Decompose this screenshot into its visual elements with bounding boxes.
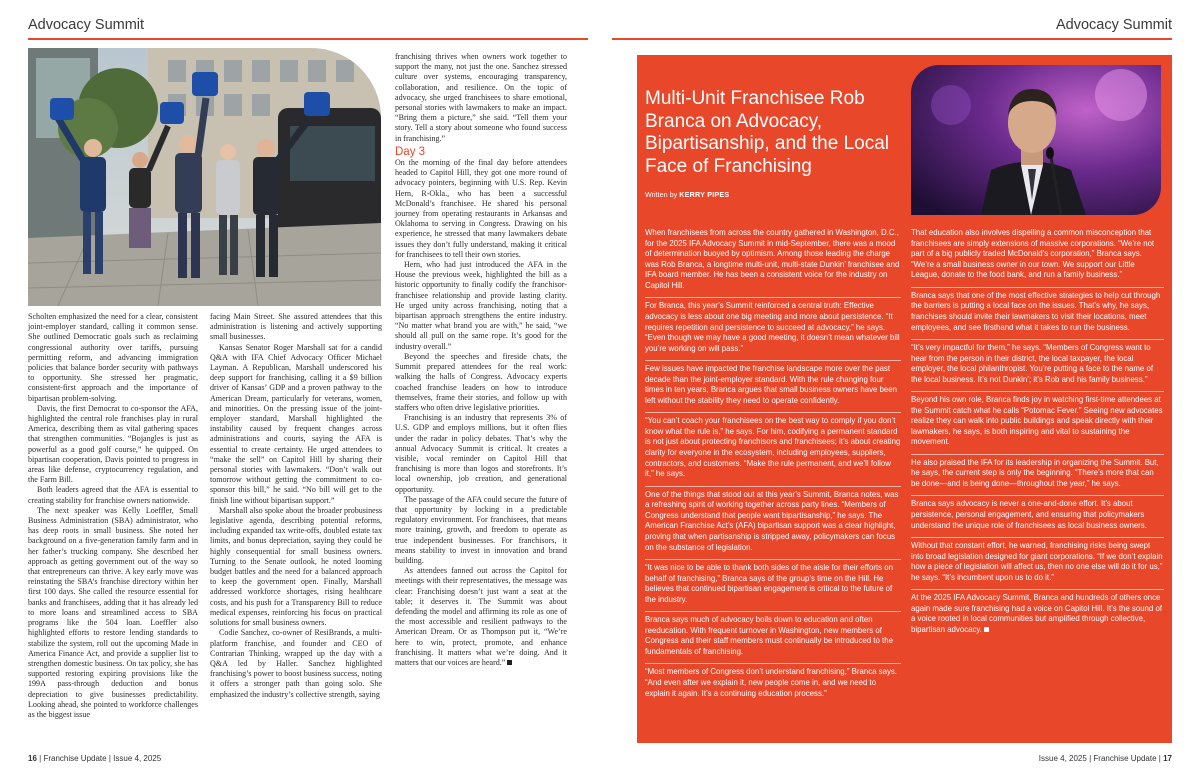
sidebar-article-title: Multi-Unit Franchisee Rob Branca on Advocacy, Bipartisanship, and the Local Face of Franchising	[645, 88, 889, 177]
divider	[911, 391, 1164, 392]
divider	[911, 495, 1164, 496]
paragraph: The passage of the AFA could secure the future of that opportunity by locking in a predictable regulatory environment. For franchisees, that means more training, growth, and freedom to operate as true independent businesses. For franchisors, it means stability to invest in innovation and brand building.	[395, 494, 567, 565]
publication-name: Franchise Update	[1093, 754, 1157, 763]
paragraph: Codie Sanchez, co-owner of ResiBrands, a multi-platform franchise, and founder and CEO of Contrarian Thinking, wrapped up the day with a Q&A led by Haller. Sanchez highlighted franchising’s power to boost business success, noting it offers a stronger path than going solo. She emphasized the industry’s collective strength, saying	[210, 628, 382, 699]
byline-prefix: Written by	[645, 190, 678, 199]
divider	[911, 287, 1164, 288]
paragraph-text: At the 2025 IFA Advocacy Summit, Branca and hundreds of others once again made sure franchising had a voice on Capitol Hill. It’s the sound of a voice rooted in local communities but amplified through collective, bipartisan advocacy.	[911, 593, 1163, 634]
left-header-rule	[28, 38, 588, 40]
paragraph: Beyond his own role, Branca finds joy in watching first-time attendees at the Summit catch what he calls “Potomac Fever.” Seeing new advocates realize they can walk into public buildings and speak directly with their lawmakers, he says, is both inspiring and vital to sustaining the movement.	[911, 395, 1163, 447]
paragraph: Franchising is an industry that represents 3% of U.S. GDP and employs millions, but it often flies under the radar in policy debates. That’s why the annual Advocacy Summit is critical. It creates a visible, vocal reminder on Capitol Hill that franchising is more than logos and storefronts. It’s local ownership, job creation, and generational opportunity.	[395, 413, 567, 494]
paragraph: Branca says much of advocacy boils down to education and often reeducation. With frequent turnover in Washington, new members of Congress and their staff members must continually be introduced to the fundamentals of franchising.	[645, 615, 893, 656]
paragraph	[395, 566, 567, 668]
page-number: 17	[1163, 754, 1172, 763]
divider	[911, 454, 1164, 455]
divider	[645, 611, 901, 612]
divider	[645, 559, 901, 560]
paragraph: One of the things that stood out at this year’s Summit, Branca notes, was a refreshing spirit of working together across party lines. “Members of Congress understand that people want bipartisanship,” he says. The American Franchise Act’s (AFA) bipartisan support was a clear highlight, proving that when partisanship is stripped away, policymakers can focus on the substance of legislation.	[645, 489, 899, 552]
paragraph: Scholten emphasized the need for a clear, consistent joint-employer standard, calling it common sense. She outlined Democratic goals such as reclaiming congressional authority over tariffs, pursuing permitting reform, and advancing immigration policies that balance border security with pathways to opportunity. She stressed her pragmatic, consistent-first approach and the importance of bipartisan problem-solving.	[28, 312, 198, 403]
left-article-column-3	[395, 52, 567, 668]
left-article-column-2	[210, 312, 382, 700]
paragraph: Hern, who had just introduced the AFA in the House the previous week, highlighted the bill as a historic opportunity to finally codify the franchisor-franchisee relationship and provide lasting clarity. He urged unity across franchising, noting that a bipartisan approach strengthens the entire industry. “No matter what brand you are with,” he said, “we should all pull on the same rope. It’s good for the industry overall.”	[395, 260, 567, 351]
paragraph: Davis, the first Democrat to co-sponsor the AFA, highlighted the central role franchises play in rural America, describing them as vital gathering spaces that strengthen communities. “Bojangles is just as powerful as a good golf course,” he quipped. On bipartisan cooperation, Davis pointed to progress in areas like defense, cryptocurrency regulation, and the Farm Bill.	[28, 403, 198, 485]
divider	[911, 339, 1164, 340]
left-section-header: Advocacy Summit	[28, 17, 145, 33]
paragraph: That education also involves dispelling a common misconception that franchisees are simply extensions of massive corporations. “We’re not part of a big publicly traded McDonald’s corporation,” Branca says. “We’re a small business owner in our town. We support our Little League, donate to the food bank, and run a family business.”	[911, 228, 1155, 280]
divider	[911, 537, 1164, 538]
divider	[645, 360, 901, 361]
sidebar-column-2	[911, 228, 1164, 641]
paragraph: “It’s very impactful for them,” he says. “Members of Congress want to hear from the person in their district, the local taxpayer, the local employer, the local philanthropist. You’re putting a face to the name of the local business. It’s not Dunkin’; it’s Rob and his family business.”	[911, 342, 1154, 384]
paragraph: Both leaders agreed that the AFA is essential to creating stability for franchise owners nationwide.	[28, 485, 198, 505]
publication-name: Franchise Update	[43, 754, 107, 763]
divider	[645, 663, 901, 664]
paragraph: “Most members of Congress don’t understand franchising,” Branca says. “And even after we explain it, new people come in, and we need to explain it again. It’s a continuing education process.”	[645, 667, 897, 698]
issue-label: Issue 4, 2025	[1038, 754, 1087, 763]
folio-separator: |	[1158, 754, 1164, 763]
paragraph: On the morning of the final day before attendees headed to Capitol Hill, they got one more round of advocacy pointers, beginning with U.S. Rep. Kevin Hern, R-Okla., who has been a successful McDonald’s franchisee. He shared his personal journey from operating restaurants in Arkansas and Oklahoma to serving in Congress. Drawing on his experience, he stressed that many lawmakers debate issues they don’t fully understand, making it critical for franchisees to tell their own stories.	[395, 158, 567, 259]
byline	[645, 190, 729, 199]
paragraph: Without that constant effort, he warned, franchising risks being swept into broad legislation designed for giant corporations. “If we don’t explain how a piece of legislation will affect us, then no one else will do it for us,” he says. “It’s incumbent upon us to do it.”	[911, 541, 1163, 582]
folio-separator: |	[1089, 754, 1094, 763]
right-header-rule	[612, 38, 1172, 40]
paragraph: Kansas Senator Roger Marshall sat for a candid Q&A with IFA Chief Advocacy Officer Michael Layman. A Republican, Marshall underscored his deep support for franchising, calling it a $9 billion driver of Kansas’ GDP and a proven pathway to the American Dream, particularly for veterans, women, and minorities. On the pressing issue of the joint-employer standard, Marshall highlighted the instability caused by frequent changes across administrations and courts, saying the AFA is essential to create certainty. He urged attendees to “make the sell” on Capitol Hill by sharing their personal stories with lawmakers. “Don’t walk out tomorrow without getting the commitment to co-sponsor this bill,” he said. “No bill will get to the finish line without bipartisan support.”	[210, 342, 382, 505]
paragraph-text: As attendees fanned out across the Capitol for meetings with their representatives, the message was clear: Franchising doesn’t just want a seat at the table; it deserves it. The Summit was about defending the model and affirming its role as one of the most accessible and resilient pathways to the American Dream. Or as Thompson put it, “We’re here to win, protect, promote, and enhance franchising. It matters what we’re doing. And it matters that our voices are heard.”	[395, 566, 567, 667]
advocates-group-photo	[28, 48, 381, 306]
divider	[911, 589, 1164, 590]
sidebar-column-1	[645, 228, 901, 705]
day3-subheading: Day 3	[395, 145, 426, 158]
divider	[645, 297, 901, 298]
paragraph: “You can’t coach your franchisees on the best way to comply if you don’t know what the rule is,” he says. For him, codifying a permanent standard is not just about protecting franchisors and franchisees; it’s about creating clarity for everyone in the ecosystem, including employees, suppliers, contractors, and customers. “Make the rule permanent, and we’ll follow it,” he says.	[645, 416, 901, 479]
paragraph: facing Main Street. She assured attendees that this administration is listening and actively supporting small businesses.	[210, 312, 382, 342]
paragraph: franchising thrives when owners work together to support the many, not just the one. Sanchez stressed culture over systems, encouraging transparency, collaboration, and resilience. On the topic of advocacy, she urged franchisees to share emotional, personal stories with lawmakers to make an impact. “Bring them a picture,” she said. “Tell them your story. Tell a story about someone who found success in franchising.”	[395, 52, 567, 143]
left-folio	[28, 754, 161, 763]
folio-separator: |	[108, 754, 114, 763]
right-folio	[1039, 754, 1172, 763]
paragraph: Beyond the speeches and fireside chats, the Summit prepared attendees for the real work: walking the halls of Congress. Advocacy experts coached franchise leaders on how to introduce themselves, frame their stories, and follow up with staffers who often drive legislative priorities.	[395, 351, 567, 412]
paragraph: He also praised the IFA for its leadership in organizing the Summit. But, he says, the current step is only the beginning. “There’s more that can be done—and is being done—throughout the year,” he says.	[911, 457, 1159, 489]
paragraph: Few issues have impacted the franchise landscape more over the past decade than the joint-employer standard. With the rule changing four times in ten years, Branca argues that small business owners have been left without the stability they need to operate confidently.	[645, 364, 898, 405]
paragraph: Branca says advocacy is never a one-and-done effort. It’s about persistence, personal engagement, and ensuring that policymakers understand the unique role of franchisees as local business owners.	[911, 499, 1147, 530]
paragraph: The next speaker was Kelly Loeffler, Small Business Administration (SBA) administrator, who has deep roots in small business. She noted her background on a five-generation family farm and in her father’s trucking company. She described her approach as getting government out of the way so that entrepreneurs can thrive. A key early move was reinstating the SBA’s franchise directory within her first 100 days. She called the resource essential for banks and franchisees, adding that it has already led to more loans and streamlined access to SBA programs like the 504 loan. Loeffler also highlighted efforts to restore lending standards to stabilize the system, roll out the upcoming Made in America Finance Act, and provide a supplier list to strengthen domestic business. On tax policy, she has supported restoring expiring provisions like the 199A pass-through deduction and bonus depreciation to give businesses predictability. Looking ahead, she pointed to workforce challenges as the biggest issue	[28, 505, 198, 719]
byline-author: KERRY PIPES	[679, 190, 730, 199]
speaker-portrait-photo	[911, 65, 1161, 215]
divider	[645, 486, 901, 487]
paragraph: Marshall also spoke about the broader probusiness legislative agenda, describing potential reforms, including expanded tax write-offs, doubled estate tax limits, and bonus depreciation, saying they could be highly consequential for small business owners. Turning to the Senate outlook, he noted looming budget battles and the need for a balanced approach to keep the government open. Finally, Marshall addressed workforce shortages, rising healthcare costs, and his push for a Transparency Bill to reduce medical expenses, reinforcing his focus on practical solutions for small business owners.	[210, 505, 382, 628]
paragraph: When franchisees from across the country gathered in Washington, D.C., for the 2025 IFA Advocacy Summit in mid-September, there was a mood of determination buoyed by optimism. Among those leading the charge was Rob Branca, a longtime multi-unit, multi-state Dunkin’ franchisee and IFA board member. He has been a consistent voice for the industry on Capitol Hill.	[645, 228, 900, 290]
paragraph: Branca says that one of the most effective strategies to help cut through the barriers is putting a local face on the issues. That’s why, he says, franchises should invite their lawmakers to visit their locations, meet employees, and see firsthand what it takes to run the business.	[911, 290, 1161, 332]
paragraph: “It was nice to be able to thank both sides of the aisle for their efforts on behalf of franchising,” Branca says of the group’s time on the Hill. He believes that continued bipartisan engagement is critical to the future of the industry.	[645, 563, 893, 604]
page-number: 16	[28, 754, 37, 763]
paragraph: For Branca, this year’s Summit reinforced a central truth: Effective advocacy is less about one big meeting and more about persistence. “It requires repetition and persistence to succeed at advocacy,” he says. “Even though we may have a good meeting, it doesn’t mean whatever bill you’re working on will pass.”	[645, 301, 900, 353]
divider	[645, 412, 901, 413]
folio-separator: |	[39, 754, 44, 763]
end-mark-icon	[984, 627, 989, 632]
paragraph	[911, 593, 1164, 635]
issue-label: Issue 4, 2025	[113, 754, 162, 763]
end-mark-icon	[507, 660, 512, 665]
right-section-header: Advocacy Summit	[1055, 17, 1172, 33]
left-article-column-1	[28, 312, 198, 720]
